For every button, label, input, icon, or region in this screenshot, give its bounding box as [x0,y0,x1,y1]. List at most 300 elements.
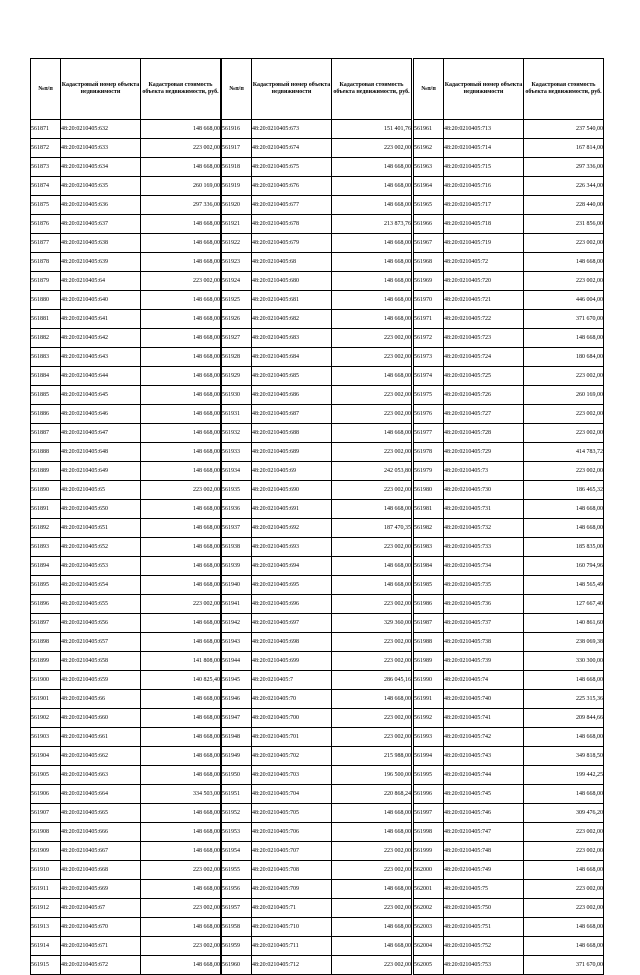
table-row [222,785,412,804]
row-number: 561875 [31,196,61,215]
table-row [414,386,604,405]
cadastral-value: 148 668,00 [141,633,221,652]
cadastral-value: 148 668,00 [332,937,412,956]
table-row [414,785,604,804]
cadastral-number: 48:20:0210405:738 [444,633,524,652]
cadastral-number: 48:20:0210405:686 [252,386,332,405]
cadastral-value: 223 002,00 [524,899,604,918]
row-number: 561884 [31,367,61,386]
row-number: 561969 [414,272,444,291]
table-row [222,728,412,747]
table-row [31,234,221,253]
table-row [31,519,221,538]
table-row [31,918,221,937]
table-row [222,291,412,310]
table-row [414,519,604,538]
table-row [31,367,221,386]
cadastral-value: 148 668,00 [141,804,221,823]
row-number: 561929 [222,367,252,386]
table-row [414,747,604,766]
cadastral-number: 48:20:0210405:673 [252,120,332,139]
table-row [414,557,604,576]
cadastral-number: 48:20:0210405:702 [252,747,332,766]
cadastral-number: 48:20:0210405:73 [444,462,524,481]
row-number: 561992 [414,709,444,728]
row-number: 561955 [222,861,252,880]
cadastral-value: 196 500,00 [332,766,412,785]
cadastral-number: 48:20:0210405:742 [444,728,524,747]
row-number: 561923 [222,253,252,272]
row-number: 561933 [222,443,252,462]
table-row [222,823,412,842]
cadastral-number: 48:20:0210405:687 [252,405,332,424]
table-row [31,595,221,614]
table-row [222,253,412,272]
row-number: 561981 [414,500,444,519]
table-row [414,633,604,652]
cadastral-value: 414 783,72 [524,443,604,462]
cadastral-number: 48:20:0210405:653 [61,557,141,576]
table-row [222,329,412,348]
cadastral-number: 48:20:0210405:737 [444,614,524,633]
cadastral-value: 228 440,00 [524,196,604,215]
cadastral-value: 148 668,00 [141,329,221,348]
table-row [414,899,604,918]
table-row [31,880,221,899]
table-row [31,272,221,291]
cadastral-number: 48:20:0210405:688 [252,424,332,443]
cadastral-value: 180 684,00 [524,348,604,367]
table-row [414,766,604,785]
cadastral-value: 223 002,00 [141,481,221,500]
cadastral-value: 199 442,25 [524,766,604,785]
table-row [31,291,221,310]
table-row [222,557,412,576]
table-row [31,823,221,842]
cadastral-number: 48:20:0210405:713 [444,120,524,139]
cadastral-number: 48:20:0210405:749 [444,861,524,880]
cadastral-number: 48:20:0210405:664 [61,785,141,804]
cadastral-number: 48:20:0210405:659 [61,671,141,690]
cadastral-number: 48:20:0210405:678 [252,215,332,234]
row-number: 561928 [222,348,252,367]
row-number: 561882 [31,329,61,348]
table-row [414,823,604,842]
cadastral-number: 48:20:0210405:643 [61,348,141,367]
row-number: 561887 [31,424,61,443]
cadastral-number: 48:20:0210405:668 [61,861,141,880]
cadastral-value: 309 476,20 [524,804,604,823]
table-row [414,215,604,234]
row-number: 561919 [222,177,252,196]
row-number: 561977 [414,424,444,443]
cadastral-value: 223 002,00 [332,899,412,918]
cadastral-value: 148 668,00 [524,785,604,804]
table-row [414,443,604,462]
row-number: 561961 [414,120,444,139]
cadastral-number: 48:20:0210405:708 [252,861,332,880]
cadastral-number: 48:20:0210405:684 [252,348,332,367]
cadastral-value: 140 861,60 [524,614,604,633]
table-row [414,481,604,500]
table-row [31,633,221,652]
table-row [222,215,412,234]
table-row [414,272,604,291]
table-row [414,462,604,481]
table-row [414,709,604,728]
row-number: 561921 [222,215,252,234]
row-number: 561978 [414,443,444,462]
table-row [31,329,221,348]
cadastral-number: 48:20:0210405:68 [252,253,332,272]
cadastral-value: 148 668,00 [141,386,221,405]
cadastral-number: 48:20:0210405:681 [252,291,332,310]
row-number: 561938 [222,538,252,557]
row-number: 561943 [222,633,252,652]
cadastral-number: 48:20:0210405:642 [61,329,141,348]
row-number: 561994 [414,747,444,766]
cadastral-number: 48:20:0210405:745 [444,785,524,804]
cadastral-value: 148 668,00 [141,576,221,595]
cadastral-value: 148 668,00 [141,500,221,519]
cadastral-value: 209 844,66 [524,709,604,728]
cadastral-value: 223 002,00 [141,899,221,918]
row-number: 561925 [222,291,252,310]
cadastral-value: 223 002,00 [141,139,221,158]
cadastral-number: 48:20:0210405:719 [444,234,524,253]
cadastral-number: 48:20:0210405:680 [252,272,332,291]
cadastral-value: 237 540,00 [524,120,604,139]
cadastral-number: 48:20:0210405:676 [252,177,332,196]
cadastral-number: 48:20:0210405:734 [444,557,524,576]
cadastral-number: 48:20:0210405:690 [252,481,332,500]
cadastral-value: 349 818,50 [524,747,604,766]
cadastral-number: 48:20:0210405:705 [252,804,332,823]
table-row [222,272,412,291]
row-number: 561951 [222,785,252,804]
cadastral-number: 48:20:0210405:709 [252,880,332,899]
cadastral-value: 242 053,80 [332,462,412,481]
cadastral-table-2 [221,58,412,975]
table-row [31,443,221,462]
table-row [414,424,604,443]
cadastral-number: 48:20:0210405:633 [61,139,141,158]
cadastral-value: 231 856,00 [524,215,604,234]
cadastral-number: 48:20:0210405:726 [444,386,524,405]
cadastral-number: 48:20:0210405:667 [61,842,141,861]
cadastral-number: 48:20:0210405:677 [252,196,332,215]
row-number: 562000 [414,861,444,880]
row-number: 561952 [222,804,252,823]
cadastral-number: 48:20:0210405:635 [61,177,141,196]
cadastral-value: 148 668,00 [141,310,221,329]
row-number: 561964 [414,177,444,196]
cadastral-value: 223 002,00 [524,823,604,842]
row-number: 561960 [222,956,252,975]
cadastral-number: 48:20:0210405:732 [444,519,524,538]
row-number: 561894 [31,557,61,576]
cadastral-value: 148 668,00 [141,120,221,139]
table-row [31,557,221,576]
cadastral-number: 48:20:0210405:746 [444,804,524,823]
table-row [414,538,604,557]
cadastral-value: 148 668,00 [524,937,604,956]
row-number: 562002 [414,899,444,918]
table-row [222,918,412,937]
row-number: 561918 [222,158,252,177]
row-number: 561906 [31,785,61,804]
row-number: 561953 [222,823,252,842]
cadastral-number: 48:20:0210405:669 [61,880,141,899]
row-number: 561912 [31,899,61,918]
row-number: 561988 [414,633,444,652]
cadastral-number: 48:20:0210405:683 [252,329,332,348]
row-number: 561915 [31,956,61,975]
cadastral-number: 48:20:0210405:736 [444,595,524,614]
row-number: 561986 [414,595,444,614]
cadastral-number: 48:20:0210405:694 [252,557,332,576]
table-row [414,842,604,861]
table-row [222,443,412,462]
row-number: 561939 [222,557,252,576]
cadastral-number: 48:20:0210405:689 [252,443,332,462]
cadastral-number: 48:20:0210405:65 [61,481,141,500]
cadastral-value: 148 668,00 [141,766,221,785]
cadastral-value: 223 002,00 [332,329,412,348]
cadastral-number: 48:20:0210405:747 [444,823,524,842]
cadastral-value: 220 868,24 [332,785,412,804]
cadastral-value: 148 668,00 [141,690,221,709]
row-number: 561920 [222,196,252,215]
cadastral-value: 148 668,00 [332,880,412,899]
row-number: 561997 [414,804,444,823]
table-row [31,899,221,918]
table-row [222,842,412,861]
row-number: 561963 [414,158,444,177]
cadastral-number: 48:20:0210405:654 [61,576,141,595]
cadastral-value: 223 002,00 [332,481,412,500]
cadastral-number: 48:20:0210405:660 [61,709,141,728]
cadastral-value: 223 002,00 [141,595,221,614]
row-number: 561946 [222,690,252,709]
cadastral-number: 48:20:0210405:707 [252,842,332,861]
row-number: 561965 [414,196,444,215]
row-number: 561956 [222,880,252,899]
table-row [31,690,221,709]
table-row [222,405,412,424]
table-row [222,747,412,766]
table-row [414,690,604,709]
cadastral-number: 48:20:0210405:716 [444,177,524,196]
cadastral-number: 48:20:0210405:665 [61,804,141,823]
table-row [414,158,604,177]
cadastral-value: 148 668,00 [141,405,221,424]
row-number: 561973 [414,348,444,367]
row-number: 561911 [31,880,61,899]
cadastral-value: 223 002,00 [332,842,412,861]
table-row [31,462,221,481]
table-row [31,196,221,215]
cadastral-number: 48:20:0210405:748 [444,842,524,861]
table-row [414,291,604,310]
cadastral-value: 148 668,00 [141,709,221,728]
row-number: 561937 [222,519,252,538]
cadastral-number: 48:20:0210405:730 [444,481,524,500]
table-row [222,500,412,519]
column-header-number: №п/п [31,59,61,120]
cadastral-number: 48:20:0210405:718 [444,215,524,234]
cadastral-value: 148 668,00 [141,158,221,177]
table-row [414,671,604,690]
cadastral-value: 371 670,00 [524,956,604,975]
table-row [222,424,412,443]
cadastral-number: 48:20:0210405:647 [61,424,141,443]
cadastral-number: 48:20:0210405:717 [444,196,524,215]
row-number: 561931 [222,405,252,424]
cadastral-value: 223 002,00 [332,139,412,158]
cadastral-value: 148 668,00 [332,310,412,329]
cadastral-number: 48:20:0210405:651 [61,519,141,538]
row-number: 561945 [222,671,252,690]
table-row [31,747,221,766]
table-row [31,937,221,956]
row-number: 561987 [414,614,444,633]
table-row [414,728,604,747]
row-number: 561962 [414,139,444,158]
cadastral-value: 148 668,00 [332,177,412,196]
row-number: 561922 [222,234,252,253]
cadastral-number: 48:20:0210405:663 [61,766,141,785]
row-number: 561898 [31,633,61,652]
cadastral-value: 371 670,00 [524,310,604,329]
cadastral-value: 223 002,00 [332,728,412,747]
cadastral-value: 148 668,00 [141,557,221,576]
cadastral-value: 148 668,00 [141,462,221,481]
column-header-number: №п/п [222,59,252,120]
cadastral-number: 48:20:0210405:725 [444,367,524,386]
cadastral-number: 48:20:0210405:701 [252,728,332,747]
cadastral-number: 48:20:0210405:727 [444,405,524,424]
cadastral-value: 446 004,00 [524,291,604,310]
table-row [222,120,412,139]
header-row [414,59,604,120]
cadastral-number: 48:20:0210405:679 [252,234,332,253]
cadastral-value: 223 002,00 [524,405,604,424]
cadastral-number: 48:20:0210405:699 [252,652,332,671]
cadastral-number: 48:20:0210405:72 [444,253,524,272]
cadastral-value: 148 668,00 [141,367,221,386]
row-number: 561880 [31,291,61,310]
cadastral-value: 148 668,00 [141,918,221,937]
cadastral-value: 260 169,00 [524,386,604,405]
cadastral-value: 148 668,00 [332,576,412,595]
cadastral-value: 148 668,00 [332,234,412,253]
cadastral-value: 238 069,38 [524,633,604,652]
cadastral-value: 148 668,00 [524,329,604,348]
cadastral-number: 48:20:0210405:662 [61,747,141,766]
row-number: 562004 [414,937,444,956]
cadastral-number: 48:20:0210405:729 [444,443,524,462]
cadastral-value: 148 668,00 [141,424,221,443]
table-row [414,196,604,215]
table-row [222,709,412,728]
cadastral-number: 48:20:0210405:685 [252,367,332,386]
table-row [222,861,412,880]
row-number: 561972 [414,329,444,348]
table-row [31,652,221,671]
cadastral-number: 48:20:0210405:636 [61,196,141,215]
cadastral-value: 148 668,00 [524,671,604,690]
row-number: 561957 [222,899,252,918]
table-row [31,177,221,196]
table-row [222,481,412,500]
row-number: 561941 [222,595,252,614]
cadastral-value: 148 668,00 [332,424,412,443]
cadastral-value: 148 668,00 [524,519,604,538]
row-number: 562001 [414,880,444,899]
cadastral-value: 148 668,00 [141,538,221,557]
cadastral-value: 148 668,00 [524,861,604,880]
cadastral-number: 48:20:0210405:710 [252,918,332,937]
row-number: 561889 [31,462,61,481]
row-number: 561927 [222,329,252,348]
table-row [31,215,221,234]
table-row [31,538,221,557]
cadastral-number: 48:20:0210405:671 [61,937,141,956]
row-number: 561899 [31,652,61,671]
cadastral-value: 148 668,00 [141,519,221,538]
cadastral-value: 148 668,00 [524,918,604,937]
cadastral-number: 48:20:0210405:724 [444,348,524,367]
row-number: 561893 [31,538,61,557]
row-number: 561904 [31,747,61,766]
cadastral-value: 223 002,00 [332,405,412,424]
cadastral-value: 223 002,00 [332,956,412,975]
cadastral-number: 48:20:0210405:721 [444,291,524,310]
row-number: 561897 [31,614,61,633]
cadastral-number: 48:20:0210405:66 [61,690,141,709]
cadastral-number: 48:20:0210405:722 [444,310,524,329]
row-number: 561900 [31,671,61,690]
cadastral-value: 148 668,00 [141,234,221,253]
table-row [222,234,412,253]
table-row [414,614,604,633]
cadastral-value: 160 794,96 [524,557,604,576]
cadastral-value: 223 002,00 [332,538,412,557]
cadastral-value: 187 470,35 [332,519,412,538]
table-row [31,386,221,405]
column-header-cadastral-value: Кадастровая стоимость объекта недвижимости, руб. [141,59,221,120]
cadastral-value: 223 002,00 [332,595,412,614]
cadastral-value: 167 814,00 [524,139,604,158]
table-row [222,671,412,690]
row-number: 561901 [31,690,61,709]
cadastral-number: 48:20:0210405:657 [61,633,141,652]
cadastral-value: 127 667,40 [524,595,604,614]
cadastral-number: 48:20:0210405:639 [61,253,141,272]
cadastral-value: 260 169,00 [141,177,221,196]
table-row [222,766,412,785]
cadastral-number: 48:20:0210405:641 [61,310,141,329]
row-number: 561872 [31,139,61,158]
row-number: 561995 [414,766,444,785]
cadastral-value: 223 002,00 [332,652,412,671]
row-number: 562005 [414,956,444,975]
cadastral-number: 48:20:0210405:675 [252,158,332,177]
table-row [222,937,412,956]
cadastral-value: 148 668,00 [141,747,221,766]
cadastral-number: 48:20:0210405:728 [444,424,524,443]
